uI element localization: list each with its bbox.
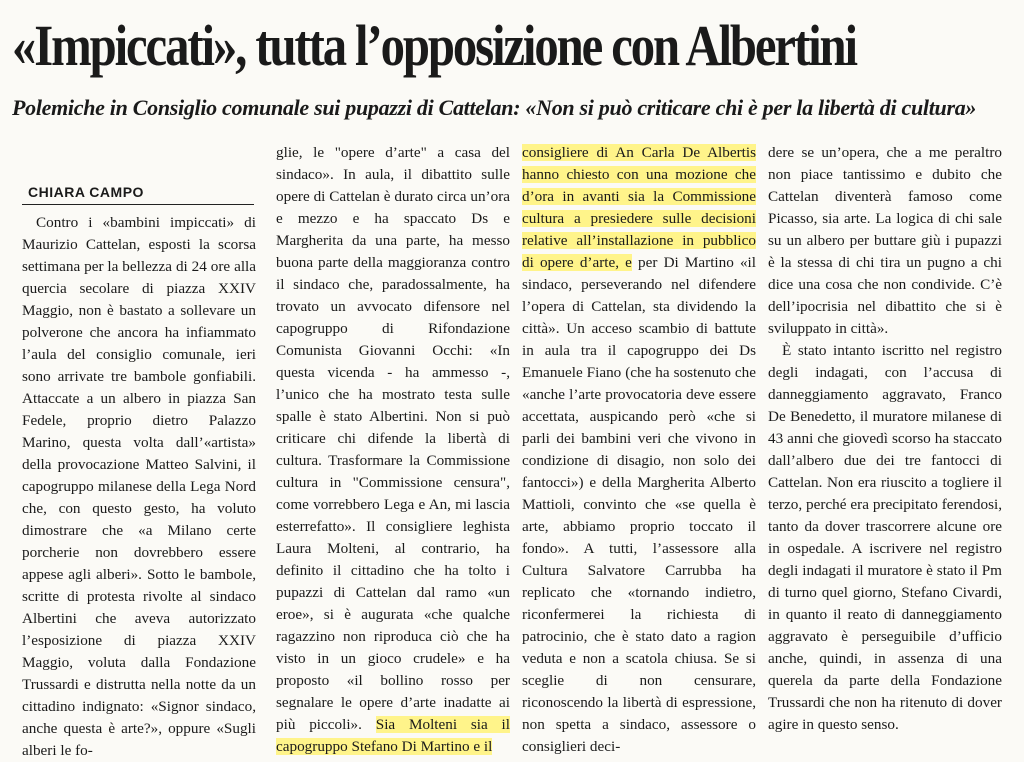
- column-4-paragraph-2: È stato intanto iscritto nel registro degli indagati, con l’accusa di danneggiamento aggravato, Franco De Benedetto, il muratore milanese di 43 anni che giovedì scorso ha staccato dall’albero due dei tre fantocci di Cattelan. Non era riuscito a togliere il terzo, perché era precipitato ferendosi, tanto da dover trascorrere alcune ore in ospedale. A iscrivere nel registro degli indagati il muratore è stato il Pm di turno quel giorno, Stefano Civardi, in quanto il reato di danneggiamento aggravato è perseguibile d’ufficio anche, quindi, in assenza di una querela da parte della Fondazione Trussardi che non ha ritenuto di dover agire in questo senso.: [768, 342, 1002, 733]
- byline-rule: [22, 204, 254, 205]
- column-2-paragraph: [276, 142, 510, 758]
- column-3-paragraph: [522, 142, 756, 758]
- column-3: [522, 142, 756, 758]
- column-3-text: per Di Martino «il sindaco, perseverando nel difendere l’opera di Cattelan, sta dividendo la città». Un acceso scambio di battute in aula tra il capogruppo dei Ds Emanuele Fiano (che ha sostenuto che «anche l’arte provocatoria deve essere accettata, auspicando però «che si parli dei bambini veri che vivono in condizione di disagio, non solo dei fantocci») e della Margherita Alberto Mattioli, convinto che «se quella è arte, abbiamo proprio toccato il fondo». A tutti, l’assessore alla Cultura Salvatore Carrubba ha replicato che «tornando indietro, riconfermerei la richiesta di patrocinio, che è stato dato a ragion veduta e non a scatola chiusa. Se si sceglie di non censurare, riconoscendo la libertà di espressione, non spetta a sindaco, assessore o consiglieri deci-: [522, 254, 756, 755]
- column-1: [22, 212, 256, 762]
- column-4-paragraph-1: dere se un’opera, che a me peraltro non piace tantissimo e dubito che Cattelan diventerà famoso come Picasso, sia arte. La logica di chi sale su un albero per buttare giù i pupazzi è la stessa di chi tira un pugno a chi dice una cosa che non condivide. C’è dell’ipocrisia nel dibattito che si è sviluppato in città».: [768, 144, 1002, 337]
- column-4: [768, 142, 1002, 736]
- column-3-highlight: consigliere di An Carla De Albertis hanno chiesto con una mozione che d’ora in avanti sia la Commissione cultura a presiedere sulle decisioni relative all’installazione in pubblico di opere d’arte, e: [522, 144, 756, 271]
- column-2: [276, 142, 510, 758]
- byline: CHIARA CAMPO: [28, 184, 144, 200]
- headline: «Impiccati», tutta l’opposizione con Albertini: [12, 13, 856, 78]
- column-2-highlight: Sia Molteni sia il capogruppo Stefano Di Martino e il: [276, 716, 510, 755]
- column-2-text: glie, le "opere d’arte" a casa del sindaco». In aula, il dibattito sulle opere di Cattelan è durato circa un’ora e mezzo e ha spaccato Ds e Margherita da una parte, ha messo buona parte della maggioranza contro il sindaco che, paradossalmente, ha trovato un avvocato difensore nel capogruppo di Rifondazione Comunista Giovanni Occhi: «In questa vicenda - ha ammesso -, l’unico che ha mostrato testa sulle spalle è stato Albertini. Non si può criticare chi difende la libertà di cultura. Trasformare la Commissione cultura in "Commissione censura", come vorrebbero Lega e An, mi lascia esterrefatto». Il consigliere leghista Laura Molteni, al contrario, ha definito il cittadino che ha tolto i pupazzi di Cattelan dal ramo «un eroe», si è augurata «che qualche ragazzino non riproduca ciò che ha visto in un gioco crudele» e ha proposto «il bollino rosso per segnalare le opere d’arte inadatte ai più piccoli».: [276, 144, 510, 733]
- column-1-paragraph: Contro i «bambini impiccati» di Maurizio Cattelan, esposti la scorsa settimana per la bellezza di 24 ore alla quercia secolare di piazza XXIV Maggio, non è bastato a sollevare un polverone che ancora ha infiammato l’aula del consiglio comunale, ieri sono arrivate tre bambole gonfiabili. Attaccate a un albero in piazza San Fedele, proprio dietro Palazzo Marino, questa volta dall’«artista» della provocazione Matteo Salvini, il capogruppo milanese della Lega Nord che, con questo gesto, ha voluto dimostrare che «a Milano certe porcherie non dovrebbero essere appese agli alberi». Sotto le bambole, scritte di protesta rivolte al sindaco Albertini che aveva autorizzato l’esposizione di piazza XXIV Maggio, voluta dalla Fondazione Trussardi e distrutta nella notte da un cittadino indignato: «Signor sindaco, anche questa è arte?», oppure «Sugli alberi le fo-: [22, 214, 256, 759]
- subheadline: Polemiche in Consiglio comunale sui pupazzi di Cattelan: «Non si può criticare chi è per la libertà di cultura»: [12, 95, 977, 120]
